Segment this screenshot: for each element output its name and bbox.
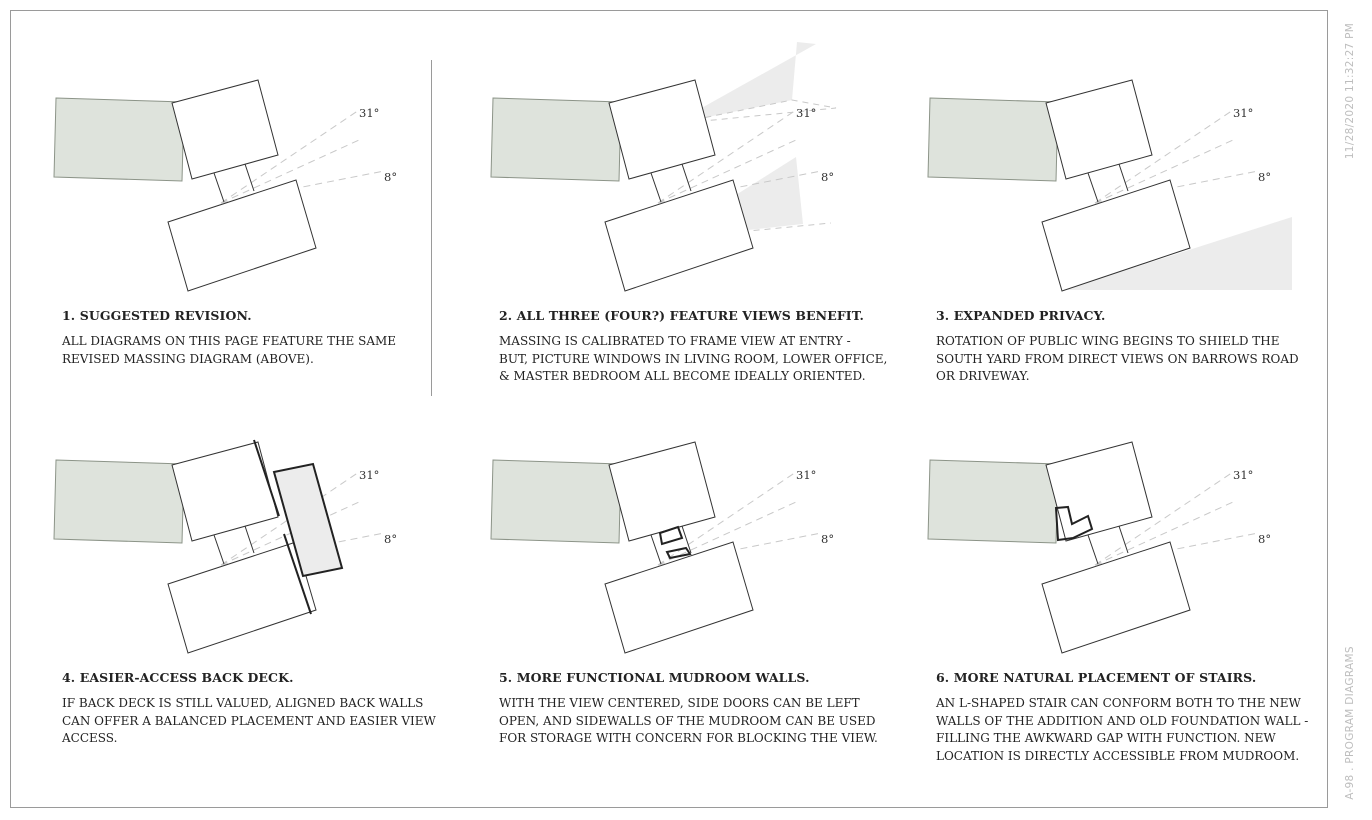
private-wing — [609, 442, 715, 541]
panel-title: 1. SUGGESTED REVISION. — [62, 308, 252, 323]
mudroom-wall-right — [245, 526, 254, 553]
massing-diagram — [928, 40, 1348, 300]
angle-label-8: 8° — [384, 170, 398, 184]
panel-4 — [54, 402, 474, 782]
panel-title: 5. MORE FUNCTIONAL MUDROOM WALLS. — [499, 670, 810, 685]
panel-title: 6. MORE NATURAL PLACEMENT OF STAIRS. — [936, 670, 1257, 685]
old-foundation — [928, 460, 1058, 543]
private-wing — [172, 80, 278, 179]
timestamp-label: 11/28/2020 11:32:27 PM — [1344, 22, 1356, 160]
panel-1 — [54, 40, 474, 400]
massing-diagram — [54, 402, 474, 662]
old-foundation — [491, 98, 621, 181]
angle-label-8: 8° — [1258, 170, 1272, 184]
angle-label-8: 8° — [821, 170, 835, 184]
mudroom-wall-right — [1119, 526, 1128, 553]
massing-diagram — [928, 402, 1348, 662]
panel-6 — [928, 402, 1348, 782]
panel-5 — [491, 402, 911, 782]
panel-2 — [491, 40, 911, 400]
panel-title: 4. EASIER-ACCESS BACK DECK. — [62, 670, 294, 685]
angle-label-8: 8° — [821, 532, 835, 546]
public-wing — [168, 180, 316, 291]
old-foundation — [491, 460, 621, 543]
old-foundation — [54, 98, 184, 181]
mudroom-wall-left — [1088, 535, 1098, 564]
angle-label-31: 31° — [1233, 468, 1254, 482]
panel-text: IF BACK DECK IS STILL VALUED, ALIGNED BACK WALLS CAN OFFER A BALANCED PLACEMENT AND EASIER VIEW ACCESS. — [62, 696, 436, 745]
massing-diagram — [491, 402, 911, 662]
old-foundation — [928, 98, 1058, 181]
mudroom-wall-left — [651, 535, 661, 564]
panel-3 — [928, 40, 1348, 400]
old-foundation — [54, 460, 184, 543]
angle-label-31: 31° — [796, 468, 817, 482]
panel-text: WITH THE VIEW CENTERED, SIDE DOORS CAN BE LEFT OPEN, AND SIDEWALLS OF THE MUDROOM CAN BE USED FOR STORAGE WITH CONCERN FOR BLOCKING THE VIEW. — [499, 696, 878, 745]
public-wing — [605, 180, 753, 291]
mudroom-wall-right — [1119, 164, 1128, 191]
public-wing — [1042, 542, 1190, 653]
massing-diagram — [54, 40, 474, 300]
angle-label-31: 31° — [359, 106, 380, 120]
private-wing — [1046, 442, 1152, 541]
angle-label-8: 8° — [384, 532, 398, 546]
panel-text: MASSING IS CALIBRATED TO FRAME VIEW AT ENTRY - BUT, PICTURE WINDOWS IN LIVING ROOM, LOWER OFFICE, & MASTER BEDROOM ALL BECOME IDEALLY ORIENTED. — [499, 334, 888, 383]
public-wing — [605, 542, 753, 653]
private-wing — [172, 442, 278, 541]
mudroom-wall-left — [1088, 173, 1098, 202]
panel-title: 2. ALL THREE (FOUR?) FEATURE VIEWS BENEFIT. — [499, 308, 864, 323]
panel-text: ROTATION OF PUBLIC WING BEGINS TO SHIELD THE SOUTH YARD FROM DIRECT VIEWS ON BARROWS ROAD OR DRIVEWAY. — [936, 334, 1299, 383]
mudroom-wall-right — [245, 164, 254, 191]
mudroom-wall-left — [651, 173, 661, 202]
panel-text: AN L-SHAPED STAIR CAN CONFORM BOTH TO THE NEW WALLS OF THE ADDITION AND OLD FOUNDATION WALL - FILLING THE AWKWARD GAP WITH FUNCTION. NEW LOCATION IS DIRECTLY ACCESSIBLE FROM MUDROOM. — [936, 696, 1309, 763]
angle-label-31: 31° — [1233, 106, 1254, 120]
mudroom-wall-left — [214, 173, 224, 202]
massing-diagram — [491, 40, 911, 300]
private-wing — [1046, 80, 1152, 179]
mudroom-wall-left — [214, 535, 224, 564]
public-wing — [168, 542, 316, 653]
panel-title: 3. EXPANDED PRIVACY. — [936, 308, 1106, 323]
private-wing — [609, 80, 715, 179]
angle-label-8: 8° — [1258, 532, 1272, 546]
angle-label-31: 31° — [359, 468, 380, 482]
mudroom-wall-right — [682, 164, 691, 191]
angle-label-31: 31° — [796, 106, 817, 120]
sheet-label: A-98 . PROGRAM DIAGRAMS — [1344, 645, 1356, 800]
panel-text: ALL DIAGRAMS ON THIS PAGE FEATURE THE SAME REVISED MASSING DIAGRAM (ABOVE). — [62, 334, 397, 366]
